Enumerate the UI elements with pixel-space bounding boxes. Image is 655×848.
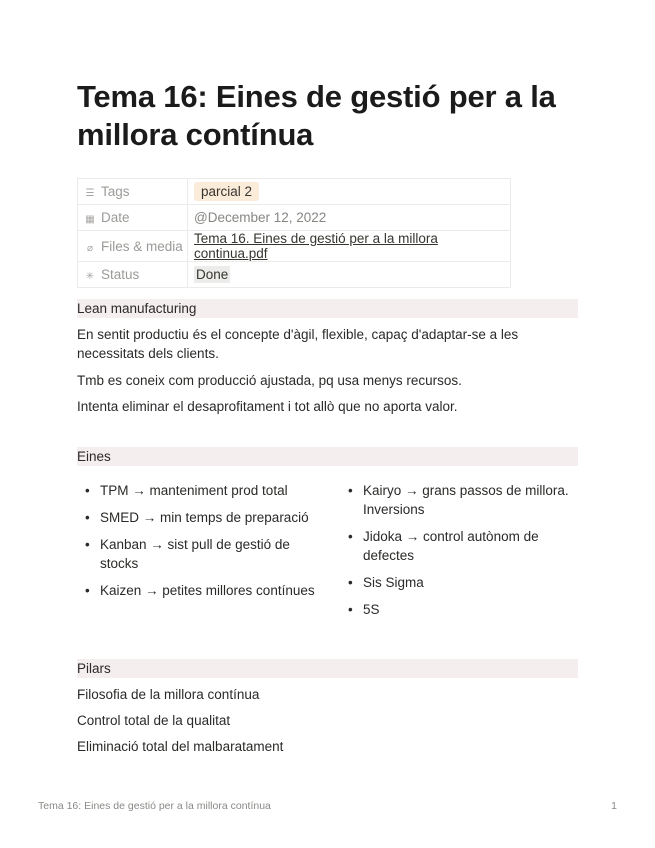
file-link[interactable]: Tema 16. Eines de gestió per a la millora continua.pdf [194, 231, 438, 261]
list-item: • Kaizen → petites millores contínues [77, 581, 317, 600]
list-icon: ☰ [85, 188, 95, 199]
section-heading-pilars: Pilars [77, 659, 578, 678]
eines-list-left [77, 481, 317, 608]
property-row-tags [78, 179, 511, 205]
date-value[interactable]: @December 12, 2022 [194, 210, 327, 225]
status-badge[interactable]: Done [196, 267, 229, 282]
footer-title: Tema 16: Eines de gestió per a la millora contínua [38, 800, 271, 812]
properties-table [77, 178, 511, 288]
section-heading-lean: Lean manufacturing [77, 299, 578, 318]
files-label: Files & media [101, 238, 183, 254]
property-value-files[interactable] [188, 231, 511, 262]
property-row-date [78, 205, 511, 231]
pilars-paragraph-1: Filosofia de la millora contínua [77, 687, 260, 702]
eines-list-right [340, 481, 578, 627]
paperclip-icon: ⌀ [86, 242, 94, 254]
tag-badge[interactable]: parcial 2 [194, 182, 259, 201]
property-key-status [78, 262, 188, 288]
list-item: • TPM → manteniment prod total [77, 481, 317, 500]
property-row-files [78, 231, 511, 262]
pilars-paragraph-2: Control total de la qualitat [77, 713, 231, 728]
tags-label: Tags [101, 184, 130, 199]
property-key-date [78, 205, 188, 231]
page-number: 1 [611, 800, 617, 812]
list-item: • Jidoka → control autònom de defectes [340, 527, 578, 565]
property-value-date[interactable] [188, 205, 511, 231]
pilars-paragraph-3: Eliminació total del malbaratament [77, 739, 284, 754]
list-item: • Sis Sigma [340, 573, 578, 592]
page-title: Tema 16: Eines de gestió per a la millora contínua [77, 79, 556, 152]
property-key-files [78, 231, 188, 262]
list-item: • SMED → min temps de preparació [77, 508, 317, 527]
lean-paragraph-2: Tmb es coneix com producció ajustada, pq usa menys recursos. [77, 373, 462, 388]
section-heading-eines: Eines [77, 447, 578, 466]
date-label: Date [101, 210, 130, 225]
lean-paragraph-1: En sentit productiu és el concepte d'àgil, flexible, capaç d'adaptar-se a les necessitats dels clients. [77, 327, 519, 361]
status-label: Status [101, 267, 140, 282]
property-row-status [78, 262, 511, 288]
status-spinner-icon: ✳ [85, 271, 95, 282]
property-value-status[interactable] [188, 262, 511, 288]
list-item: • Kanban → sist pull de gestió de stocks [77, 535, 317, 573]
calendar-icon: ▦ [85, 214, 95, 225]
lean-paragraph-3: Intenta eliminar el desaprofitament i tot allò que no aporta valor. [77, 399, 458, 414]
property-value-tags[interactable] [188, 179, 511, 205]
list-item: • 5S [340, 600, 578, 619]
property-key-tags [78, 179, 188, 205]
list-item: • Kairyo → grans passos de millora. Inversions [340, 481, 578, 519]
